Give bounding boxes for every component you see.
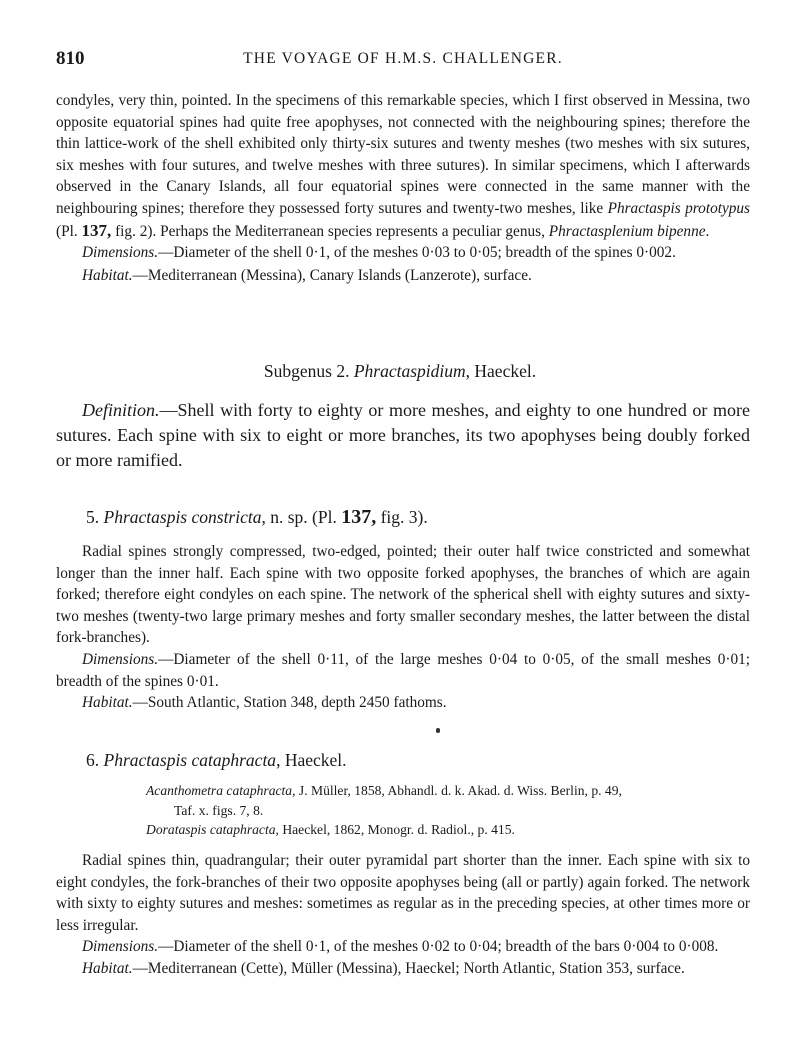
page-header [56,48,750,74]
species-6-heading: 6. Phractaspis cataphracta, Haeckel. [86,750,347,770]
page-number: 810 [56,48,85,69]
species-5-description: Radial spines strongly compressed, two-edged, pointed; their outer half twice constricted and somewhat longer than the inner half. Each spine with two opposite forked apophyses, the branches of which are again forked; therefore eight condyles on each spine. The network of the spherical shell with eighty sutures and sixty-two meshes (twenty-two large primary meshes and forty smaller secondary meshes, the latter between the distal fork-branches). [56,543,750,647]
species-5-habitat: Habitat.—South Atlantic, Station 348, depth 2450 fathoms. [82,694,447,712]
species-6-block [56,850,750,980]
species-6-synonyms [146,781,750,840]
prev-species-dimensions: Dimensions.—Diameter of the shell 0·1, of the meshes 0·03 to 0·05; breadth of the spines 0·002. [82,244,676,262]
species-5-block [56,541,750,714]
synonym-1: Acanthometra cataphracta, J. Müller, 1858, Abhandl. d. k. Akad. d. Wiss. Berlin, p. 49, [146,783,622,798]
subgenus-definition: Definition.—Shell with forty to eighty or more meshes, and eighty to one hundred or more sutures. Each spine with six to eight or more branches, its two apophyses being doubly forked or more ramified. [56,400,750,470]
prev-species-habitat: Habitat.—Mediterranean (Messina), Canary Islands (Lanzerote), surface. [82,266,532,284]
species-5-heading: 5. Phractaspis constricta, n. sp. (Pl. 137, fig. 3). [86,506,428,528]
prev-species-description: condyles, very thin, pointed. In the specimens of this remarkable species, which I first observed in Messina, two opposite equatorial spines had quite free apophyses, not connected with the neighbouring spines; therefore the thin lattice-work of the shell exhibited only thirty-six sutures and twenty meshes (two meshes with six sutures, six meshes with four sutures, and twelve meshes with three sutures). In similar specimens, which I afterwards observed in the Canary Islands, all four equatorial spines were connected in the same manner with the neighbouring spines; therefore they possessed forty sutures and twenty-two meshes, like Phractaspis prototypus (Pl. 137, fig. 2). Perhaps the Mediterranean species represents a peculiar genus, Phractasplenium bipenne. [56,92,751,240]
species-6-habitat: Habitat.—Mediterranean (Cette), Müller (Messina), Haeckel; North Atlantic, Station 353, surface. [82,959,685,977]
species-6-description: Radial spines thin, quadrangular; their outer pyramidal part shorter than the inner. Each spine with six to eight condyles, the fork-branches of their two opposite apophyses being (all or partly) again forked. The network with sixty to eighty sutures and meshes: sometimes as regular as in the preceding species, at other times more or less irregular. [56,852,750,934]
synonym-1-continued: Taf. x. figs. 7, 8. [174,802,264,818]
species-5-dimensions: Dimensions.—Diameter of the shell 0·11, of the large meshes 0·04 to 0·05, of the small meshes 0·01; breadth of the spines 0·01. [56,650,750,690]
ink-dot [436,728,440,733]
prev-species-block [56,90,750,286]
synonym-2: Dorataspis cataphracta, Haeckel, 1862, Monogr. d. Radiol., p. 415. [146,822,515,837]
running-title: THE VOYAGE OF H.M.S. CHALLENGER. [243,50,563,67]
subgenus-heading: Subgenus 2. Phractaspidium, Haeckel. [263,361,537,381]
species-6-dimensions: Dimensions.—Diameter of the shell 0·1, of the meshes 0·02 to 0·04; breadth of the bars 0·004 to 0·008. [82,938,719,956]
